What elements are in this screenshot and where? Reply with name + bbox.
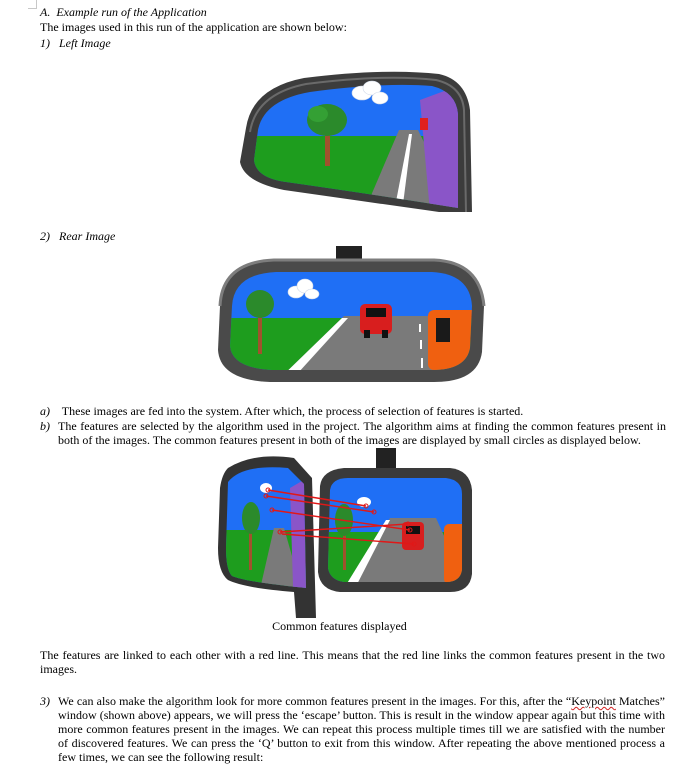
list-label: Rear Image <box>59 229 116 243</box>
step-text: These images are fed into the system. After which, the process of selection of features is started. <box>61 404 524 418</box>
list-number: 1) <box>40 36 50 50</box>
misspelled-word: Keypoint <box>571 694 616 708</box>
red-car-icon <box>360 304 392 338</box>
rear-mirror-small <box>314 448 474 618</box>
intro-text: The images used in this run of the application are shown below: <box>40 20 347 34</box>
keypoint-matches-image <box>214 448 472 618</box>
item-3-number: 3) <box>40 694 50 708</box>
left-mirror-small <box>214 448 334 618</box>
figure-caption: Common features displayed <box>272 619 407 633</box>
list-number: 2) <box>40 229 50 243</box>
list-item-1 <box>40 36 111 50</box>
list-label: Left Image <box>59 36 111 50</box>
item-3-text <box>58 694 665 764</box>
red-line-paragraph: The features are linked to each other with a red line. This means that the red line links the common features present in the two images. <box>40 648 665 676</box>
rear-mirror-image <box>214 246 488 384</box>
item-3-text-after: Matches” window (shown above) appears, we will press the ‘escape’ button. This is result in the window appear again but this time with more common features present in the images. We can repeat this process multiple times till we are satisfied with the number of discovered features. We can press the ‘Q’ button to exit from this window. After repeating the above mentioned process a few times, we can see the following result: <box>58 694 665 764</box>
item-3-text-before: We can also make the algorithm look for more common features present in the images. For this, after the “ <box>58 694 572 708</box>
list-item-2 <box>40 229 115 243</box>
step-b-letter: b) <box>40 419 50 433</box>
step-a <box>40 404 523 418</box>
left-mirror-image <box>234 70 474 212</box>
step-letter: a) <box>40 404 50 418</box>
step-b-text: The features are selected by the algorithm used in the project. The algorithm aims at finding the common features present in both of the images. The common features present in both of the images are displayed by small circles as displayed below. <box>58 419 666 447</box>
section-heading: A. Example run of the Application <box>40 5 207 19</box>
page-corner-mark <box>28 0 37 9</box>
